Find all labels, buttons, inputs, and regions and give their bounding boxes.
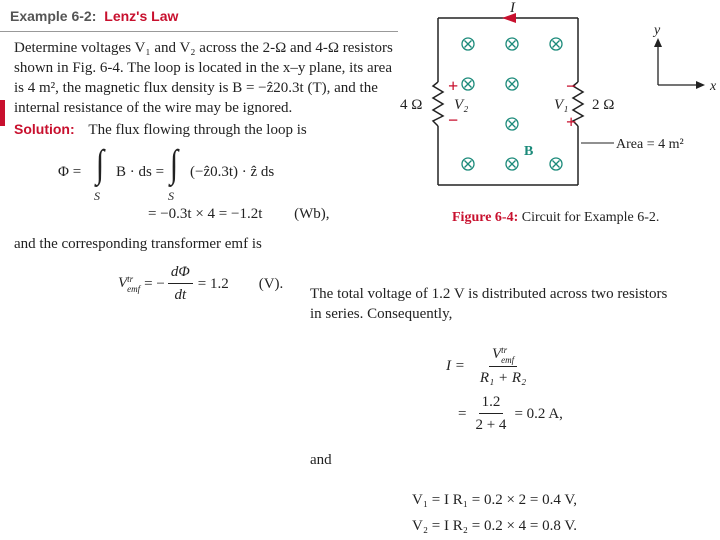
total-line-1: The total voltage of 1.2 V is distributed across two resistors	[310, 286, 668, 302]
current-numeric-num: 1.2	[479, 392, 504, 414]
resistor-4ohm	[433, 82, 443, 126]
b-field-into-icon	[506, 158, 518, 170]
axis-y-arrow-icon	[654, 38, 662, 47]
solution-heading	[14, 119, 307, 140]
current-numeric	[458, 392, 563, 435]
emf-intro: and the corresponding transformer emf is	[14, 236, 262, 252]
example-label: Example 6-2:	[10, 8, 97, 24]
integral-1-body: B · ds =	[116, 164, 165, 180]
flux-result	[148, 204, 330, 224]
current-numeric-eq: =	[458, 405, 467, 422]
integral-1: ∫	[96, 142, 105, 186]
emf-value: = 1.2	[197, 275, 229, 292]
emf-fraction	[168, 262, 193, 305]
left-resistor-label: 4 Ω	[400, 97, 423, 113]
b-field-into-icon	[550, 38, 562, 50]
total-line-2: in series. Consequently,	[310, 306, 453, 322]
emf-den: dt	[174, 287, 187, 303]
figure-caption	[452, 210, 659, 226]
b-field-into-icon	[506, 118, 518, 130]
left-voltage-label: V₂	[454, 97, 469, 113]
left-plus: +	[448, 76, 459, 96]
emf-symbol	[118, 273, 140, 294]
current-label: I	[510, 0, 515, 16]
solution-text: The flux flowing through the loop is	[88, 122, 307, 138]
problem-line-2: shown in Fig. 6-4. The loop is located in the x–y plane, its area	[14, 60, 392, 76]
axis-x-label: x	[710, 79, 717, 94]
emf-v: V	[118, 275, 128, 292]
problem-line-4: internal resistance of the wire may be ignored.	[14, 100, 293, 116]
b-field-grid	[462, 38, 562, 170]
emf-eq: = −	[144, 275, 165, 292]
flux-result-expr: = −0.3t × 4 = −1.2t	[148, 206, 263, 222]
figure-caption-text: Circuit for Example 6-2.	[521, 210, 660, 225]
b-field-label: B	[524, 144, 534, 159]
integral-1-sub: S	[94, 189, 100, 203]
example-header	[10, 8, 178, 24]
current-num-sup: tr	[501, 344, 508, 355]
b-field-into-icon	[462, 38, 474, 50]
problem-statement	[14, 38, 393, 118]
emf-num: dΦ	[168, 262, 193, 284]
current-lhs: I =	[446, 357, 465, 374]
emf-unit: (V).	[258, 275, 284, 292]
v2-result: V₂ = I R₂ = 0.2 × 4 = 0.8 V.	[412, 518, 578, 534]
b-field-into-icon	[462, 78, 474, 90]
integral-2: ∫	[170, 142, 179, 186]
and-text: and	[310, 452, 332, 468]
circuit-diagram	[400, 0, 720, 235]
v1-result: V₁ = I R₁ = 0.2 × 2 = 0.4 V,	[412, 492, 578, 508]
solution-label: Solution:	[14, 121, 75, 137]
problem-line-1: Determine voltages V₁ and V₂ across the 2-Ω and 4-Ω resistors	[14, 40, 393, 56]
margin-marker	[0, 100, 5, 126]
current-num-v: V	[491, 346, 502, 362]
right-plus: +	[566, 112, 577, 132]
right-minus: −	[566, 76, 577, 96]
current-num	[489, 344, 517, 367]
header-rule	[0, 31, 398, 32]
current-fraction	[477, 344, 529, 388]
axis-x-arrow-icon	[696, 81, 705, 89]
current-den: R₁ + R₂	[479, 369, 527, 386]
emf-sup: tr	[127, 273, 134, 284]
problem-line-3: is 4 m², the magnetic flux density is B = −ẑ20.3t (T), and the	[14, 80, 378, 96]
figure-caption-label: Figure 6-4:	[452, 210, 519, 225]
example-title: Lenz's Law	[104, 8, 179, 24]
right-voltage-label: V₁	[554, 97, 569, 113]
current-equation	[446, 344, 532, 388]
area-label: Area = 4 m²	[616, 137, 684, 152]
emf-equation	[118, 262, 283, 305]
right-resistor-label: 2 Ω	[592, 97, 615, 113]
total-voltage-text	[310, 284, 667, 324]
integral-2-sub: S	[168, 189, 174, 203]
current-numeric-fraction	[472, 392, 509, 435]
b-field-into-icon	[506, 78, 518, 90]
integral-2-body: (−ẑ0.3t) · ẑ ds	[190, 164, 275, 180]
b-field-into-icon	[506, 38, 518, 50]
flux-unit: (Wb),	[294, 206, 330, 222]
axis-y-label: y	[654, 23, 661, 38]
left-minus: −	[448, 110, 459, 130]
current-num-sub: emf	[501, 354, 515, 365]
current-numeric-den: 2 + 4	[475, 417, 507, 433]
flux-equation	[58, 142, 358, 203]
phi-lhs: Φ =	[58, 164, 82, 180]
emf-sub: emf	[127, 283, 141, 294]
b-field-into-icon	[550, 158, 562, 170]
b-field-into-icon	[462, 158, 474, 170]
figure-6-4	[400, 0, 720, 235]
current-value: = 0.2 A,	[514, 405, 563, 422]
